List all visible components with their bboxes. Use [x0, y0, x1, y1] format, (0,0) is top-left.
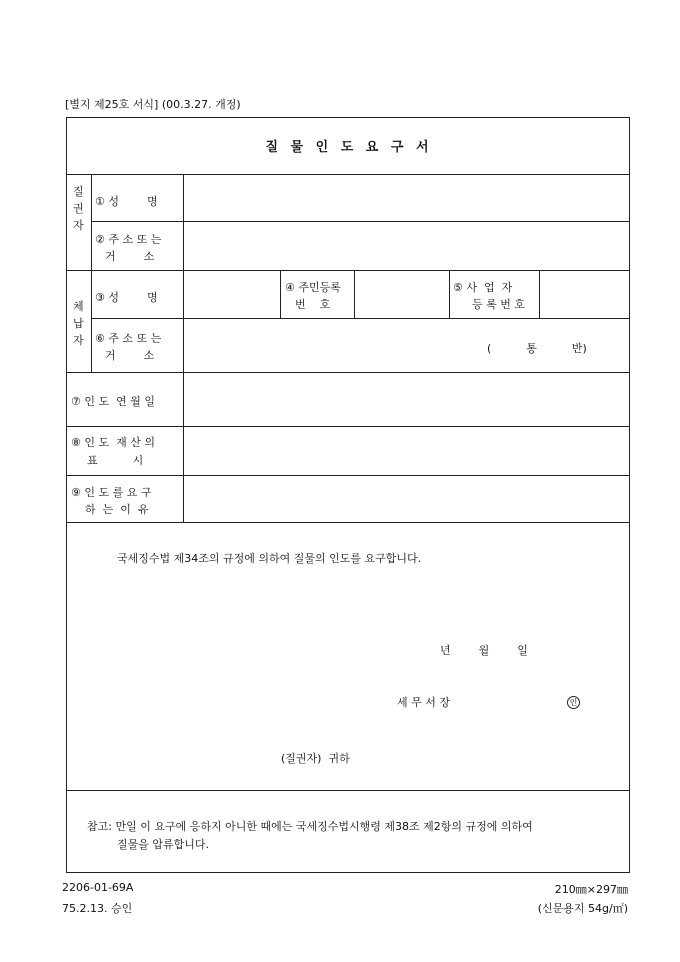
page-title: 질 물 인 도 요 구 서 — [265, 140, 433, 155]
delivery-date-label: ⑦ 인 도 연 월 일 — [71, 395, 155, 408]
requester-address-label: ② 주 소 또 는 — [95, 233, 162, 246]
date-line: 년 월 일 — [440, 644, 528, 657]
divider — [91, 221, 629, 222]
requester-group-label: 질 권 자 — [73, 185, 84, 232]
paper-size: 210㎜×297㎜ — [554, 883, 628, 896]
approval-date: 75.2.13. 승인 — [62, 902, 133, 915]
request-statement: 국세징수법 제34조의 규정에 의하여 질물의 인도를 요구합니다. — [117, 552, 422, 565]
tax-office-head: 세 무 서 장 — [397, 696, 450, 709]
seal-mark — [567, 695, 580, 709]
delivered-property-label: ⑧ 인 도 재 산 의 — [71, 436, 155, 449]
addressee: (질권자) 귀하 — [281, 752, 350, 765]
tong-ban-field: ( 통 반) — [487, 342, 587, 355]
divider — [67, 270, 629, 271]
divider — [67, 522, 629, 523]
delinquent-name-label: ③ 성 명 — [95, 291, 158, 304]
paper-type: (신문용지 54g/㎡) — [537, 902, 628, 915]
divider — [91, 318, 629, 319]
delivered-property-label: 표 시 — [87, 454, 144, 467]
note-line: 질물을 압류합니다. — [117, 838, 210, 851]
reason-label: ⑨ 인 도 를 요 구 — [71, 486, 152, 499]
business-no-label: 등 록 번 호 — [472, 298, 525, 311]
requester-name-label: ① 성 명 — [95, 195, 158, 208]
delinquent-group-label: 체 납 자 — [73, 300, 84, 347]
divider — [183, 174, 184, 522]
divider — [67, 790, 629, 791]
resident-no-label: 번 호 — [295, 298, 331, 311]
divider — [67, 174, 629, 175]
note-line: 참고: 만일 이 요구에 응하지 아니한 때에는 국세징수법시행령 제38조 제2항의 규정에 의하여 — [87, 820, 533, 833]
form-frame — [66, 117, 630, 873]
reason-label: 하 는 이 유 — [85, 503, 149, 516]
divider — [449, 270, 450, 318]
business-no-label: ⑤ 사 업 자 — [453, 281, 513, 294]
delinquent-address-label: ⑥ 주 소 또 는 — [95, 332, 162, 345]
divider — [539, 270, 540, 318]
divider — [67, 475, 629, 476]
form-code: 2206-01-69A — [62, 881, 134, 894]
delinquent-address-label: 거 소 — [105, 349, 155, 362]
divider — [67, 372, 629, 373]
requester-address-label: 거 소 — [105, 250, 155, 263]
divider — [67, 426, 629, 427]
divider — [354, 270, 355, 318]
divider — [280, 270, 281, 318]
resident-no-label: ④ 주민등록 — [285, 281, 341, 294]
form-number: [별지 제25호 서식] (00.3.27. 개정) — [65, 98, 241, 111]
divider — [91, 174, 92, 372]
seal-text: 인 — [567, 696, 580, 709]
